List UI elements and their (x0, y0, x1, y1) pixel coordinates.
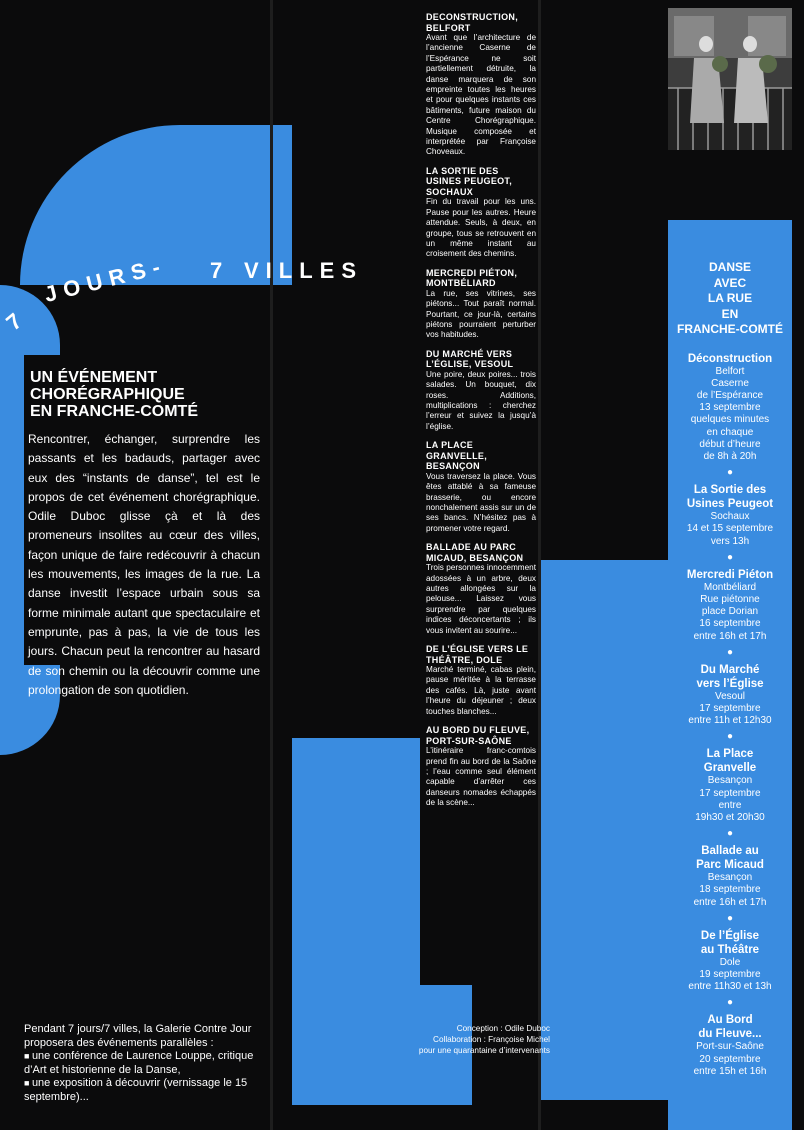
schedule-event-detail: Montbéliard (703, 581, 757, 593)
schedule-event-detail: Besançon (707, 872, 753, 884)
headline-line-3: EN FRANCHE-COMTÉ (30, 403, 198, 420)
event-section-text: Une poire, deux poires... trois salades. Un bouquet, dix roses. Additions, multiplications : cherchez l’erreur et suivez la jusqu’à l’église. (426, 369, 536, 431)
dancers-photo (668, 8, 792, 150)
schedule-event-detail: Dole (719, 956, 741, 968)
schedule-event-name: De l’Église (700, 929, 760, 942)
event-section (426, 440, 536, 534)
events-column (426, 12, 536, 817)
bullet-dot-icon: ● (726, 646, 734, 658)
schedule-event-detail: de 8h à 20h (703, 450, 757, 462)
schedule-event-detail: en chaque (706, 426, 754, 438)
event-section (426, 725, 536, 808)
square-bullet-icon: ■ (24, 1051, 32, 1061)
parallel-events (24, 1023, 264, 1104)
sidebar-title-line: DANSE (708, 260, 751, 274)
schedule-event-detail: 16 septembre (699, 618, 761, 630)
sidebar-schedule (668, 220, 792, 1130)
schedule-event-detail: de l’Espérance (696, 389, 764, 401)
title-word-1: 7 (1, 303, 33, 336)
bullet-dot-icon: ● (726, 551, 734, 563)
schedule-event (668, 733, 792, 824)
bullet-dot-icon: ● (726, 997, 734, 1009)
schedule-event-detail: 17 septembre (699, 787, 761, 799)
event-section-heading: DECONSTRUCTION, BELFORT (426, 12, 518, 33)
schedule-event-name: Granvelle (703, 762, 757, 775)
schedule-event (668, 830, 792, 909)
fold-line-2 (538, 0, 541, 1130)
schedule-event-detail: entre 16h et 17h (693, 630, 767, 642)
schedule-event-detail: Rue piétonne (700, 593, 760, 605)
title-word-4: VILLES (244, 258, 364, 283)
schedule-event-detail: entre (718, 799, 742, 811)
event-section-heading: AU BORD DU FLEUVE, PORT-SUR-SAÔNE (426, 725, 530, 746)
schedule-event-detail: 17 septembre (699, 702, 761, 714)
credit-line: Conception : Odile Duboc (456, 1024, 550, 1033)
schedule-event-detail: début d’heure (699, 438, 761, 450)
schedule-event-name: vers l’Église (696, 677, 764, 690)
event-section-text: La rue, ses vitrines, ses piétons... Tout paraît normal. Pourtant, ce jour-là, certains piétons pourraient perturber vos habitudes. (426, 288, 536, 340)
schedule-event-detail: 19h30 et 20h30 (695, 811, 765, 823)
event-section-heading: DU MARCHÉ VERS L’ÉGLISE, VESOUL (426, 348, 514, 370)
event-section-heading: BALLADE AU PARC MICAUD, BESANÇON (426, 542, 524, 563)
event-section-text: Trois personnes innocemment adossées à un arbre, deux autres allongées sur la pelouse... Laissez vous surprendre par quelques indices déconcertants ; ils vous invitent au sourire... (426, 563, 536, 635)
schedule-event (668, 551, 792, 643)
event-section (426, 349, 536, 432)
event-section-heading: LA PLACE GRANVELLE, BESANÇON (426, 440, 488, 472)
schedule-event-detail: 20 septembre (699, 1053, 761, 1065)
fold-line-1 (270, 0, 273, 1130)
title-word-2: JOURS- (41, 252, 170, 308)
schedule-event-name: au Théâtre (700, 943, 760, 956)
bullet-dot-icon: ● (726, 912, 734, 924)
event-section-heading: LA SORTIE DES USINES PEUGEOT, SOCHAUX (426, 165, 513, 197)
schedule-event (668, 912, 792, 994)
event-section-text: Fin du travail pour les uns. Pause pour les autres. Heure attendue. Seuls, à deux, en groupe, tous se retrouvent en un même instant au croisement des chemins. (426, 197, 536, 259)
event-section (426, 644, 536, 717)
bullet-dot-icon: ● (726, 828, 734, 840)
parallel-events-intro: Pendant 7 jours/7 villes, la Galerie Contre Jour proposera des événements parallèles : (24, 1023, 252, 1049)
schedule-event-detail: Besançon (707, 775, 753, 787)
schedule-event-detail: 13 septembre (699, 402, 761, 414)
sidebar-title-line: LA RUE (707, 291, 753, 305)
schedule-event-detail: 14 et 15 septembre (686, 523, 774, 535)
schedule-event-detail: quelques minutes (690, 414, 770, 426)
schedule-event (668, 999, 792, 1078)
event-section-text: L’itinéraire franc-comtois prend fin au bord de la Saône ; l’eau comme seul élément capable d’arrêter ces danseurs nomades échappés de la scène... (426, 746, 536, 808)
schedule-event-detail: vers 13h (710, 535, 750, 547)
headline-line-2: CHORÉGRAPHIQUE (30, 386, 185, 403)
bullet-dot-icon: ● (726, 467, 734, 479)
bullet-dot-icon: ● (726, 731, 734, 743)
credit-line: pour une quarantaine d’intervenants (418, 1046, 550, 1055)
event-section (426, 542, 536, 636)
headline-line-1: UN ÉVÉNEMENT (30, 369, 158, 386)
square-bullet-icon: ■ (24, 1078, 32, 1088)
schedule-event-detail: 19 septembre (699, 968, 761, 980)
main-title (1, 252, 398, 348)
event-section-text: Marché terminé, cabas plein, pause méritée à la terrasse des cafés. Là, juste avant l’heure du déjeuner ; deux touches blanches... (426, 665, 536, 716)
event-section (426, 166, 536, 260)
parallel-event-item (24, 1077, 264, 1104)
schedule-event-name: Ballade au (701, 845, 759, 858)
parallel-event-item (24, 1050, 264, 1077)
intro-paragraph: Rencontrer, échanger, surprendre les passants et les badauds, partager avec eux des “instants de danse”, tel est le propos de cet événement chorégraphique. Odile Duboc glisse çà et là des promeneurs insolites au cœur des villes, façon unique de faire redécouvrir à chacun les mouvements, les images de la rue. La danse investit l’espace urbain sous sa forme minimale autant que spectaculaire et emprunte, pas à pas, la vie de tous les jours. Chacun peut la rencontrer au hasard de son chemin ou la découvrir comme une prolongation de son quotidien. (28, 432, 260, 697)
schedule-event-detail: entre 11h et 12h30 (688, 715, 772, 727)
parallel-event-text: une exposition à découvrir (vernissage le 15 septembre)... (24, 1077, 248, 1103)
schedule-event-detail: Caserne (711, 377, 749, 389)
schedule-event-name: Au Bord (707, 1014, 753, 1027)
parallel-events-list (24, 1050, 264, 1104)
event-section-heading: DE L’ÉGLISE VERS LE THÉÂTRE, DOLE (426, 644, 529, 665)
credit-line: Collaboration : Françoise Michel (433, 1035, 550, 1044)
schedule-event-detail: place Dorian (701, 606, 759, 618)
event-section (426, 12, 536, 158)
photo-illustration (668, 8, 792, 150)
schedule-event-detail: entre 15h et 16h (693, 1065, 767, 1077)
event-section-heading: MERCREDI PIÉTON, MONTBÉLIARD (426, 267, 518, 289)
schedule-event-name: Mercredi Piéton (686, 568, 774, 581)
parallel-event-text: une conférence de Laurence Louppe, critique d’Art et historienne de la Danse, (24, 1050, 254, 1076)
schedule-event-name: Parc Micaud (696, 859, 764, 872)
schedule-event (668, 646, 792, 728)
schedule-event (668, 469, 792, 548)
schedule-event-name: du Fleuve... (698, 1028, 762, 1041)
schedule-event-name: Usines Peugeot (686, 498, 774, 511)
schedule-event-name: Déconstruction (687, 352, 773, 365)
schedule-event-detail: Sochaux (710, 511, 750, 523)
event-list (668, 352, 792, 1079)
schedule-event-detail: Belfort (715, 365, 745, 377)
schedule-event-detail: entre 11h30 et 13h (688, 981, 772, 993)
title-word-3: 7 (210, 258, 230, 283)
blue-shape-lower (292, 738, 420, 1000)
headline (30, 369, 260, 420)
sidebar-title (668, 220, 792, 338)
event-section-text: Vous traversez la place. Vous êtes attablé à sa fameuse brasserie, ou encore nonchalement assis sur un de ses bancs. N’hésitez pas à promener votre regard. (426, 471, 536, 533)
schedule-event-name: La Place (706, 748, 754, 761)
schedule-event-detail: entre 16h et 17h (693, 896, 767, 908)
sidebar-title-line: FRANCHE-COMTÉ (677, 322, 783, 336)
event-section-text: Avant que l’architecture de l’ancienne Caserne de l’Espérance ne soit partiellement détruite, la danse marquera de son empreinte toutes les heures et pour quelques instants ces bâtiments, future maison du Centre Chorégraphique. Musique composée et interprétée par Françoise Choveaux. (426, 33, 536, 157)
schedule-event-name: Du Marché (700, 663, 760, 676)
schedule-event-detail: 18 septembre (699, 884, 761, 896)
schedule-event-detail: Vesoul (714, 690, 746, 702)
sidebar-title-line: AVEC (713, 275, 747, 290)
sidebar-title-line: EN (721, 306, 739, 321)
schedule-event (668, 352, 792, 464)
schedule-event-detail: Port-sur-Saône (696, 1041, 764, 1053)
credits (380, 1023, 550, 1056)
event-section (426, 268, 536, 341)
schedule-event-name: La Sortie des (693, 484, 767, 497)
